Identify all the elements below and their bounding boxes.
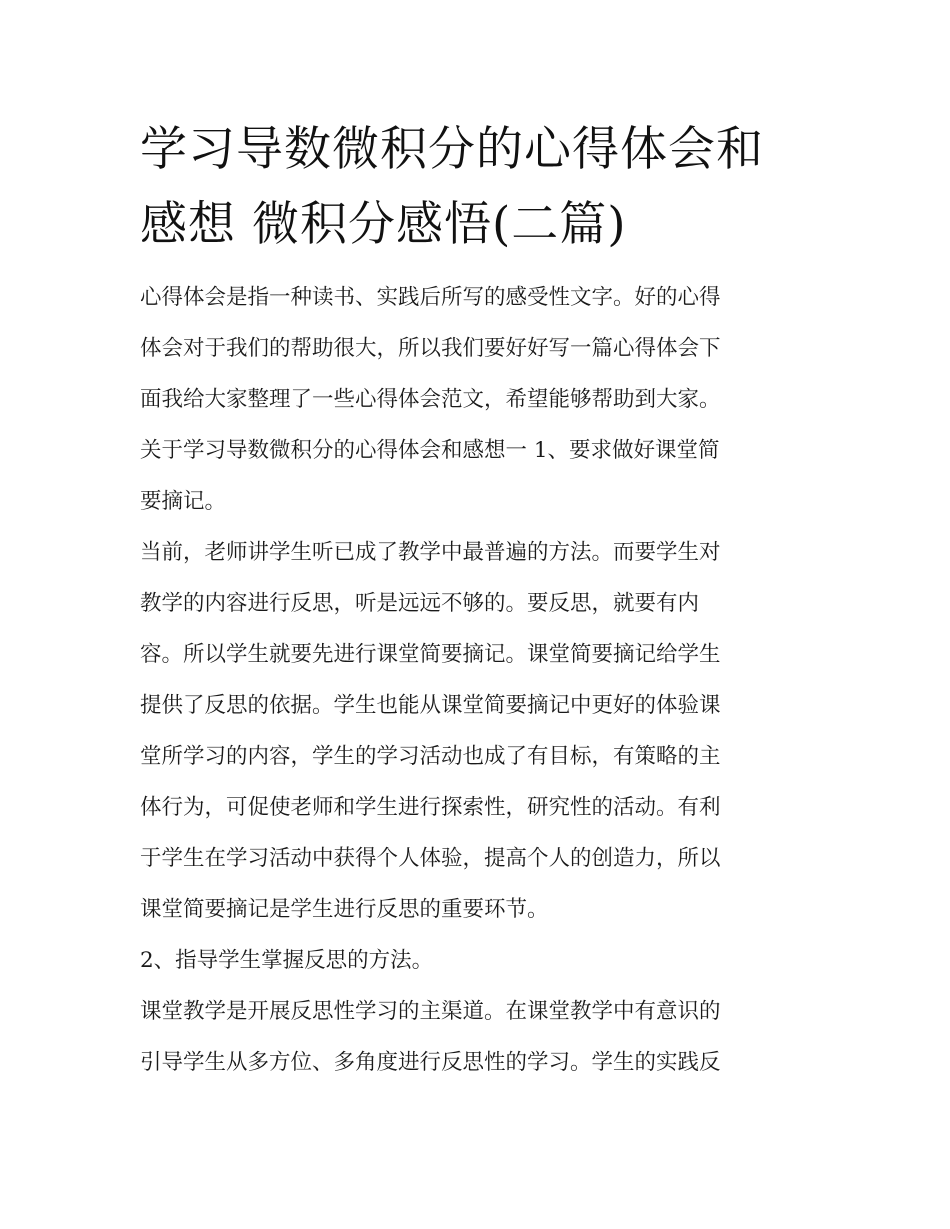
text-line: 体会对于我们的帮助很大，所以我们要好好写一篇心得体会下	[140, 336, 721, 361]
paragraph-section-2-body	[140, 986, 815, 1088]
text-line: 提供了反思的依据。学生也能从课堂简要摘记中更好的体验课	[140, 693, 721, 718]
title-line: 感想 微积分感悟(二篇)	[140, 197, 627, 252]
text-line: 当前，老师讲学生听已成了教学中最普遍的方法。而要学生对	[140, 540, 721, 565]
text-line: 2、指导学生掌握反思的方法。	[140, 948, 434, 973]
title-line: 学习导数微积分的心得体会和	[140, 122, 764, 177]
text-line: 于学生在学习活动中获得个人体验，提高个人的创造力，所以	[140, 846, 721, 871]
text-line: 堂所学习的内容，学生的学习活动也成了有目标，有策略的主	[140, 744, 721, 769]
text-line: 心得体会是指一种读书、实践后所写的感受性文字。好的心得	[140, 285, 721, 310]
page-title	[140, 112, 815, 262]
paragraph-section-1-body	[140, 527, 815, 935]
paragraph-section-1-heading	[140, 425, 815, 527]
text-line: 课堂教学是开展反思性学习的主渠道。在课堂教学中有意识的	[140, 999, 721, 1024]
text-line: 容。所以学生就要先进行课堂简要摘记。课堂简要摘记给学生	[140, 642, 721, 667]
text-line: 引导学生从多方位、多角度进行反思性的学习。学生的实践反	[140, 1050, 721, 1075]
text-line: 面我给大家整理了一些心得体会范文，希望能够帮助到大家。	[140, 387, 721, 412]
text-line: 关于学习导数微积分的心得体会和感想一 1、要求做好课堂简	[140, 438, 720, 463]
text-line: 要摘记。	[140, 489, 227, 514]
text-line: 体行为，可促使老师和学生进行探索性，研究性的活动。有利	[140, 795, 721, 820]
paragraph-section-2-heading	[140, 935, 815, 986]
document-body	[140, 112, 815, 1088]
text-line: 教学的内容进行反思，听是远远不够的。要反思，就要有内	[140, 591, 700, 616]
paragraph-intro	[140, 272, 815, 425]
text-line: 课堂简要摘记是学生进行反思的重要环节。	[140, 897, 549, 922]
